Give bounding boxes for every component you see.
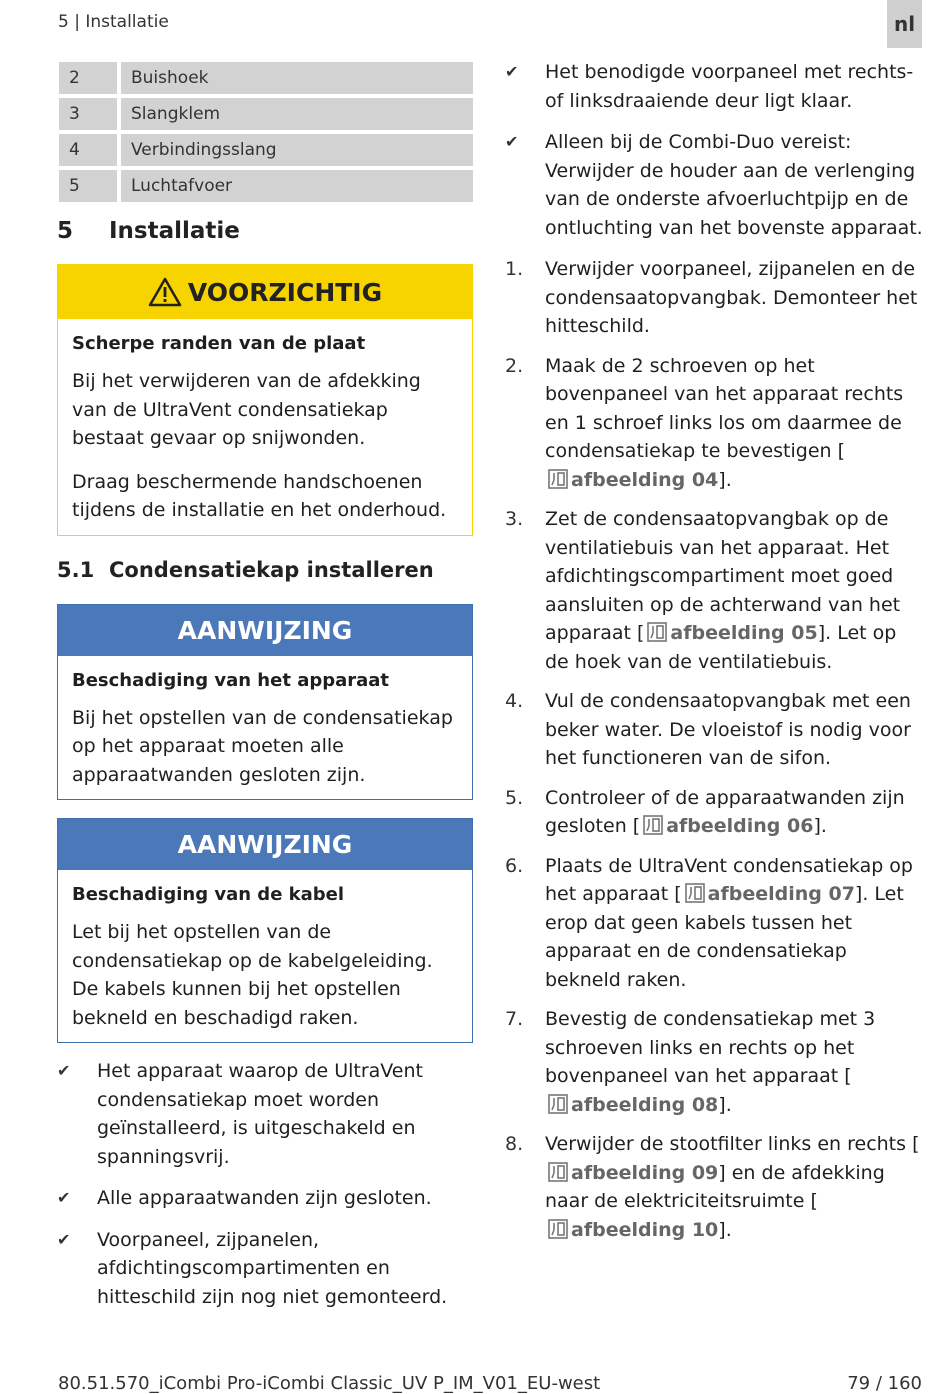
figure-reference-link[interactable]: afbeelding 08 (545, 1094, 718, 1116)
checkmark-icon: ✔ (505, 62, 519, 81)
step-item (505, 352, 925, 495)
legend-label: Verbindingsslang (121, 134, 473, 166)
step-number: 7. (505, 1008, 524, 1030)
notice-title: Beschadiging van het apparaat (72, 669, 390, 691)
figure-reference-link[interactable]: afbeelding 10 (545, 1219, 718, 1241)
step-text: Plaats de UltraVent condensatiekap op het apparaat [ afbeelding 07]. Let erop dat geen kabels tussen het apparaat en de condensatiekap bekneld raken. (545, 854, 913, 991)
step-number: 3. (505, 508, 524, 530)
list-item (505, 128, 925, 242)
figure-reference-link[interactable]: afbeelding 07 (682, 883, 855, 905)
list-item-text: Alleen bij de Combi-Duo vereist: Verwijder de houder aan de verlenging van de onderste afvoerluchtpijp en de ontluchting van het bovenste apparaat. (545, 131, 923, 239)
step-number: 5. (505, 786, 524, 809)
checkmark-icon: ✔ (57, 1188, 71, 1207)
legend-num: 4 (59, 134, 121, 166)
notice-body (58, 656, 472, 800)
figure-reference-link[interactable]: afbeelding 05 (644, 622, 817, 644)
section-number: 5 (57, 218, 74, 244)
figure-icon (548, 469, 568, 489)
right-column (505, 58, 925, 1255)
installation-steps (505, 255, 925, 1244)
subsection-heading (57, 558, 473, 588)
list-item-text: Voorpaneel, zijpanelen, afdichtingscompartimenten en hitteschild zijn nog niet gemonteerd. (97, 1228, 448, 1308)
figure-icon (548, 1219, 568, 1239)
legend-label: Luchtafvoer (121, 170, 473, 202)
section-heading (57, 218, 473, 248)
notice-header: AANWIJZING (58, 605, 472, 656)
step-text: Verwijder de stootfilter links en rechts [afbeelding 09] en de afdekking naar de elektriciteitsruimte [afbeelding 10]. (545, 1133, 920, 1241)
figure-reference-link[interactable]: afbeelding 06 (640, 815, 813, 837)
table-row (59, 98, 473, 130)
step-item (505, 852, 925, 995)
caution-label: VOORZICHTIG (187, 277, 383, 307)
prerequisite-list-right (505, 58, 925, 242)
step-item (505, 255, 925, 341)
footer-page-number: 79 / 160 (847, 1373, 922, 1394)
language-tab: nl (887, 0, 922, 48)
notice-header: AANWIJZING (58, 819, 472, 870)
caution-text: Bij het verwijderen van de afdekking van de UltraVent condensatiekap bestaat gevaar op snijwonden. (72, 370, 421, 449)
notice-box-device (57, 604, 473, 801)
checkmark-icon: ✔ (505, 132, 519, 151)
step-item (505, 687, 925, 773)
figure-icon (685, 883, 705, 903)
caution-header (58, 265, 472, 319)
caution-title: Scherpe randen van de plaat (72, 333, 366, 354)
caution-body (58, 319, 472, 535)
footer-document-id: 80.51.570_iCombi Pro-iCombi Classic_UV P_IM_V01_EU-west (58, 1373, 601, 1394)
step-text: Bevestig de condensatiekap met 3 schroeven links en rechts op het bovenpaneel van het apparaat [afbeelding 08]. (545, 1008, 876, 1116)
list-item (57, 1226, 473, 1312)
warning-triangle-icon (148, 277, 182, 307)
legend-label: Buishoek (121, 62, 473, 94)
step-text: Zet de condensaatopvangbak op de ventilatiebuis van het apparaat. Het afdichtingscompartiment moet goed aansluiten op de achterwand van het apparaat [ afbeelding 05]. Let op de hoek van de ventilatiebuis. (545, 508, 901, 673)
step-number: 4. (505, 690, 524, 712)
figure-reference-link[interactable]: afbeelding 09 (545, 1162, 718, 1184)
figure-icon (548, 1094, 568, 1114)
step-item (505, 1130, 925, 1244)
subsection-title: Condensatiekap installeren (109, 557, 434, 582)
table-row (59, 134, 473, 166)
step-number: 1. (505, 258, 524, 280)
checkmark-icon: ✔ (57, 1061, 71, 1080)
step-text: Controleer of de apparaatwanden zijn gesloten [ afbeelding 06]. (545, 786, 905, 837)
caution-box (57, 264, 473, 536)
left-column (57, 58, 473, 1324)
page-header-section: 5 | Installatie (58, 12, 169, 32)
caution-instruction: Draag beschermende handschoenen tijdens de installatie en het onderhoud. (72, 470, 447, 521)
figure-icon (647, 622, 667, 642)
step-number: 8. (505, 1133, 524, 1155)
legend-num: 3 (59, 98, 121, 130)
step-item (505, 505, 925, 676)
legend-table (59, 58, 473, 206)
step-item (505, 784, 925, 841)
list-item-text: Alle apparaatwanden zijn gesloten. (97, 1187, 432, 1209)
figure-icon (548, 1162, 568, 1182)
checkmark-icon: ✔ (57, 1229, 71, 1249)
notice-box-cable (57, 818, 473, 1043)
list-item-text: Het benodigde voorpaneel met rechts- of linksdraaiende deur ligt klaar. (545, 61, 914, 112)
step-text: Verwijder voorpaneel, zijpanelen en de condensaatopvangbak. Demonteer het hitteschild. (545, 258, 918, 337)
prerequisite-list-left (57, 1057, 473, 1311)
list-item-text: Het apparaat waarop de UltraVent condensatiekap moet worden geïnstalleerd, is uitgeschakeld en spanningsvrij. (97, 1060, 423, 1168)
list-item (57, 1184, 473, 1213)
figure-icon (643, 815, 663, 835)
subsection-number: 5.1 (57, 557, 95, 582)
legend-num: 5 (59, 170, 121, 202)
step-text: Vul de condensaatopvangbak met een beker water. De vloeistof is nodig voor het functioneren van de sifon. (545, 690, 911, 769)
list-item (57, 1057, 473, 1171)
step-number: 6. (505, 854, 524, 877)
step-item (505, 1005, 925, 1119)
table-row (59, 170, 473, 202)
notice-title: Beschadiging van de kabel (72, 884, 345, 905)
step-text: Maak de 2 schroeven op het bovenpaneel van het apparaat rechts en 1 schroef links los om daarmee de condensatiekap te bevestigen [afbeelding 04]. (545, 354, 904, 491)
legend-num: 2 (59, 62, 121, 94)
figure-reference-link[interactable]: afbeelding 04 (545, 469, 718, 491)
table-row (59, 62, 473, 94)
notice-text: Let bij het opstellen van de condensatiekap op de kabelgeleiding. De kabels kunnen bij het opstellen bekneld en beschadigd raken. (72, 921, 433, 1029)
notice-body (58, 870, 472, 1042)
section-title: Installatie (109, 218, 240, 244)
step-number: 2. (505, 354, 524, 377)
legend-label: Slangklem (121, 98, 473, 130)
list-item (505, 58, 925, 115)
notice-text: Bij het opstellen van de condensatiekap op het apparaat moeten alle apparaatwanden gesloten zijn. (72, 706, 453, 786)
